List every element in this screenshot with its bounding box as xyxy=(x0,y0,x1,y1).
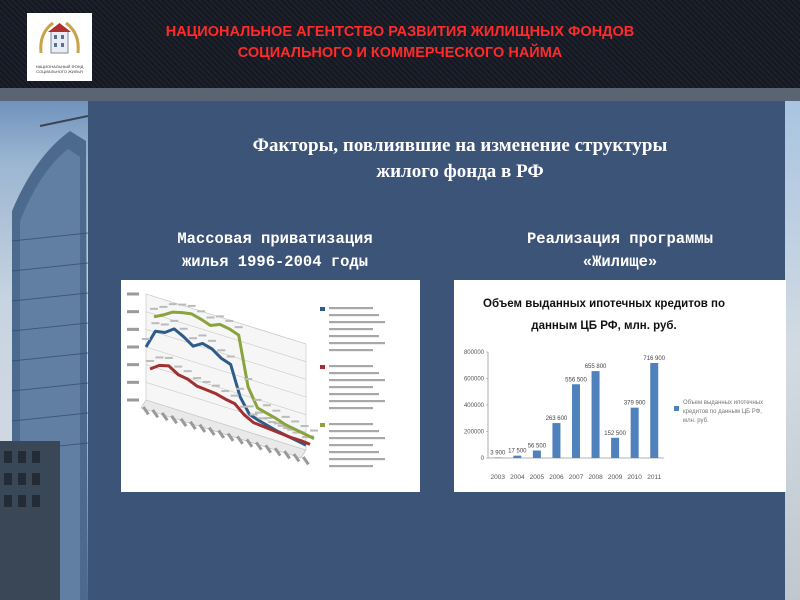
chart1-data-label xyxy=(235,326,243,328)
chart1-legend-text xyxy=(329,458,385,460)
chart2-bar xyxy=(494,457,502,458)
logo xyxy=(27,13,92,81)
chart1-data-label xyxy=(272,410,280,412)
chart1-data-label xyxy=(159,306,167,308)
chart1-legend xyxy=(320,307,385,467)
organization-title-line-1: НАЦИОНАЛЬНОЕ АГЕНТСТВО РАЗВИТИЯ ЖИЛИЩНЫХ ФОНДОВ xyxy=(165,24,635,40)
chart1-data-label xyxy=(206,317,214,319)
mortgage-bar-chart xyxy=(454,280,786,492)
chart1-legend-text xyxy=(329,342,385,344)
chart1-data-label xyxy=(291,420,299,422)
organization-title xyxy=(100,22,700,64)
chart2-bar xyxy=(552,423,560,458)
chart1-data-label xyxy=(174,366,182,368)
chart1-data-label xyxy=(231,395,239,397)
chart1-data-label xyxy=(197,310,205,312)
chart2-bar xyxy=(611,438,619,458)
chart2-y-tick-label: 800000 xyxy=(463,350,484,356)
chart2-data-label: 379 900 xyxy=(623,400,646,407)
privatization-line-chart xyxy=(121,280,420,492)
chart1-legend-text xyxy=(329,379,385,381)
header-separator xyxy=(0,88,800,101)
chart2-x-tick-label: 2004 xyxy=(510,474,525,481)
chart1-x-tick-label xyxy=(302,456,310,465)
chart1-y-tick-label xyxy=(127,293,139,296)
chart1-legend-text xyxy=(329,328,373,330)
chart2-data-label: 152 500 xyxy=(604,430,626,437)
chart1-legend-text xyxy=(329,349,373,351)
chart1-legend-text xyxy=(329,451,379,453)
chart2-x-tick-label: 2006 xyxy=(549,474,564,481)
background-photo-right xyxy=(785,101,800,600)
chart1-legend-text xyxy=(329,400,385,402)
chart1-data-label xyxy=(188,305,196,307)
chart1-data-label xyxy=(189,337,197,339)
chart2-data-label: 17 500 xyxy=(508,448,527,455)
chart1-data-label xyxy=(178,304,186,306)
organization-title-line-2: СОЦИАЛЬНОГО И КОММЕРЧЕСКОГО НАЙМА xyxy=(237,45,563,61)
chart2-bar xyxy=(533,451,541,458)
chart1-data-label xyxy=(169,303,177,305)
slide-title-line-1: Факторы, повлиявшие на изменение структуры xyxy=(252,135,668,156)
chart1-data-label xyxy=(170,320,178,322)
slide-title xyxy=(140,133,780,185)
chart1-data-label xyxy=(155,356,163,358)
chart1-data-label xyxy=(225,320,233,322)
chart1-data-label xyxy=(165,357,173,359)
chart1-data-label xyxy=(250,414,258,416)
chart1-legend-swatch xyxy=(320,307,325,311)
chart1-data-label xyxy=(263,404,271,406)
chart2-data-label: 3 900 xyxy=(490,450,506,457)
chart1-y-tick-label xyxy=(127,381,139,384)
program-subtitle-line-1: Реализация программы xyxy=(526,230,714,248)
program-subtitle-line-2: «Жилище» xyxy=(582,253,658,271)
chart1-y-tick-label xyxy=(127,363,139,366)
chart2-bar xyxy=(631,408,639,458)
chart1-data-label xyxy=(202,381,210,383)
chart1-data-label xyxy=(180,328,188,330)
chart1-data-label xyxy=(217,349,225,351)
chart2-data-label: 655 800 xyxy=(584,364,607,371)
chart1-data-label xyxy=(212,385,220,387)
chart1-data-label xyxy=(236,388,244,390)
chart1-legend-text xyxy=(329,307,373,309)
skyscraper-photo xyxy=(0,101,88,600)
logo-caption: НАЦИОНАЛЬНЫЙ ФОНД СОЦИАЛЬНОГО ЖИЛЬЯ xyxy=(35,64,84,74)
chart2-bar xyxy=(572,384,580,458)
chart1-y-tick-label xyxy=(127,328,139,331)
chart2-data-label: 556 500 xyxy=(565,377,587,384)
chart2-x-tick-label: 2003 xyxy=(490,474,506,481)
chart1-legend-text xyxy=(329,335,379,337)
chart2-legend-label: Объем выданных ипотечных кредитов по данным ЦБ РФ, млн. руб. xyxy=(683,400,764,424)
chart2-y-tick-label: 400000 xyxy=(463,403,484,409)
chart1-legend-text xyxy=(329,386,373,388)
chart1-data-label xyxy=(244,378,252,380)
program-subtitle xyxy=(455,228,785,274)
slide-title-line-2: жилого фонда в РФ xyxy=(376,161,544,182)
chart2-x-tick-label: 2007 xyxy=(568,474,584,481)
chart2-bar xyxy=(592,371,600,458)
chart1-y-tick-label xyxy=(127,399,139,402)
chart1-data-label xyxy=(216,315,224,317)
chart1-data-label xyxy=(208,340,216,342)
chart2-y-tick-label: 200000 xyxy=(463,429,484,436)
chart2-bars xyxy=(490,356,665,481)
chart1-legend-text xyxy=(329,437,385,439)
chart2-x-tick-label: 2011 xyxy=(647,474,662,481)
chart2-title-line-2: данным ЦБ РФ, млн. руб. xyxy=(531,320,677,332)
chart1-data-label xyxy=(221,390,229,392)
chart1-legend-text xyxy=(329,393,379,395)
chart1-data-label xyxy=(310,430,318,432)
chart1-data-label xyxy=(198,334,206,336)
chart2-x-tick-label: 2009 xyxy=(607,474,623,481)
chart2-data-label: 263 600 xyxy=(545,416,568,423)
chart1-data-label xyxy=(254,399,262,401)
chart2-y-tick-label: 0 xyxy=(480,456,484,462)
chart2-x-tick-label: 2008 xyxy=(588,474,603,481)
chart1-legend-text xyxy=(329,372,379,374)
chart1-legend-text xyxy=(329,407,373,409)
chart1-data-label xyxy=(227,356,235,358)
chart1-data-label xyxy=(301,425,309,427)
privatization-subtitle xyxy=(120,228,430,274)
chart1-data-label xyxy=(161,323,169,325)
chart2-bar xyxy=(513,456,521,458)
chart2-title-line-1: Объем выданных ипотечных кредитов по xyxy=(483,298,725,310)
privatization-subtitle-line-1: Массовая приватизация xyxy=(177,230,373,248)
chart1-data-label xyxy=(268,421,276,423)
chart1-legend-text xyxy=(329,365,373,367)
chart1-data-label xyxy=(142,338,150,340)
chart2-y-tick-label: 600000 xyxy=(463,376,484,383)
chart1-data-label xyxy=(259,417,267,419)
chart1-data-label xyxy=(146,360,154,362)
chart1-legend-text xyxy=(329,423,373,425)
chart2-x-tick-label: 2010 xyxy=(627,474,642,481)
chart1-data-label xyxy=(282,416,290,418)
chart2-x-tick-label: 2005 xyxy=(529,474,545,481)
chart1-data-label xyxy=(240,406,248,408)
chart1-data-label xyxy=(150,308,158,310)
chart1-legend-text xyxy=(329,465,373,467)
chart2-data-label: 56 500 xyxy=(527,443,547,450)
chart1-legend-text xyxy=(329,314,379,316)
chart1-legend-text xyxy=(329,430,379,432)
chart1-data-label xyxy=(184,370,192,372)
privatization-subtitle-line-2: жилья 1996-2004 годы xyxy=(181,253,369,271)
chart2-data-label: 716 900 xyxy=(643,356,666,363)
chart2-legend-swatch xyxy=(674,406,679,411)
chart1-legend-swatch xyxy=(320,423,325,427)
chart1-legend-swatch xyxy=(320,365,325,369)
chart1-legend-text xyxy=(329,444,373,446)
chart1-y-tick-label xyxy=(127,310,139,313)
chart1-data-label xyxy=(193,377,201,379)
chart1-data-label xyxy=(151,322,159,324)
chart2-bar xyxy=(650,363,658,458)
chart1-y-tick-label xyxy=(127,346,139,349)
chart1-legend-text xyxy=(329,321,385,323)
